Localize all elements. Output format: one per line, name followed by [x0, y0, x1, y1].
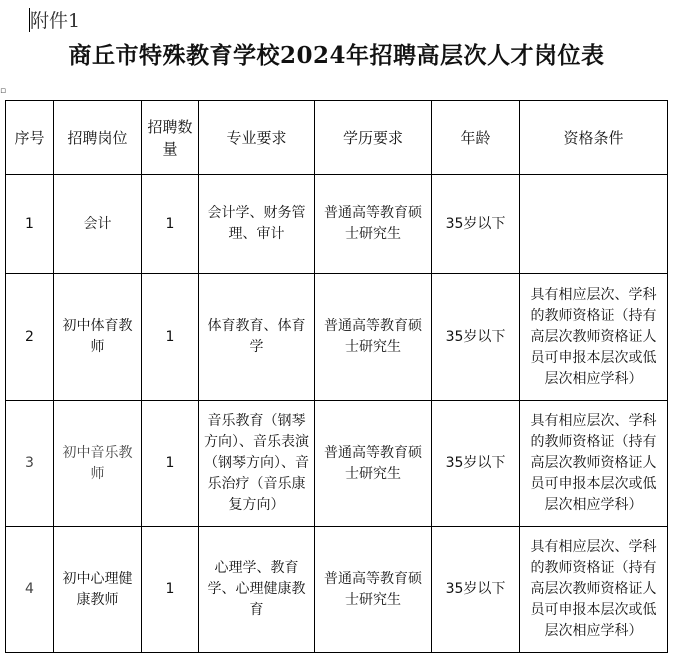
header-age: 年龄 [432, 101, 520, 175]
header-qualification: 资格条件 [520, 101, 668, 175]
header-position: 招聘岗位 [54, 101, 142, 175]
cell-count: 1 [142, 274, 199, 401]
cell-count: 1 [142, 175, 199, 274]
cell-education: 普通高等教育硕士研究生 [315, 175, 432, 274]
header-major: 专业要求 [199, 101, 315, 175]
cell-position: 会计 [54, 175, 142, 274]
header-row [6, 101, 668, 175]
cell-seq: 4 [6, 527, 54, 653]
cell-age: 35岁以下 [432, 274, 520, 401]
table-row [6, 274, 668, 401]
annex-label: 附件1 [30, 10, 81, 32]
table-row [6, 527, 668, 653]
table-row [6, 175, 668, 274]
cell-count: 1 [142, 401, 199, 527]
cell-age: 35岁以下 [432, 527, 520, 653]
table-row [6, 401, 668, 527]
cell-qualification: 具有相应层次、学科的教师资格证（持有高层次教师资格证人员可申报本层次或低层次相应学科） [520, 274, 668, 401]
header-seq: 序号 [6, 101, 54, 175]
cell-position: 初中音乐教师 [54, 401, 142, 527]
header-education: 学历要求 [315, 101, 432, 175]
cell-education: 普通高等教育硕士研究生 [315, 401, 432, 527]
cell-age: 35岁以下 [432, 175, 520, 274]
cell-qualification: 具有相应层次、学科的教师资格证（持有高层次教师资格证人员可申报本层次或低层次相应学科） [520, 401, 668, 527]
cell-count: 1 [142, 527, 199, 653]
cell-qualification [520, 175, 668, 274]
cell-position: 初中体育教师 [54, 274, 142, 401]
cell-education: 普通高等教育硕士研究生 [315, 274, 432, 401]
position-table [5, 100, 668, 653]
cell-seq: 1 [6, 175, 54, 274]
cell-qualification: 具有相应层次、学科的教师资格证（持有高层次教师资格证人员可申报本层次或低层次相应学科） [520, 527, 668, 653]
header-count: 招聘数量 [142, 101, 199, 175]
cell-major: 会计学、财务管理、审计 [199, 175, 315, 274]
document-title: 商丘市特殊教育学校2024年招聘高层次人才岗位表 [68, 42, 605, 69]
table-anchor-icon: ▫ [0, 86, 7, 96]
cell-position: 初中心理健康教师 [54, 527, 142, 653]
cell-seq: 3 [6, 401, 54, 527]
cell-age: 35岁以下 [432, 401, 520, 527]
cell-seq: 2 [6, 274, 54, 401]
cell-major: 心理学、教育学、心理健康教育 [199, 527, 315, 653]
cell-education: 普通高等教育硕士研究生 [315, 527, 432, 653]
cell-major: 体育教育、体育学 [199, 274, 315, 401]
cell-major: 音乐教育（钢琴方向）、音乐表演（钢琴方向）、音乐治疗（音乐康复方向） [199, 401, 315, 527]
